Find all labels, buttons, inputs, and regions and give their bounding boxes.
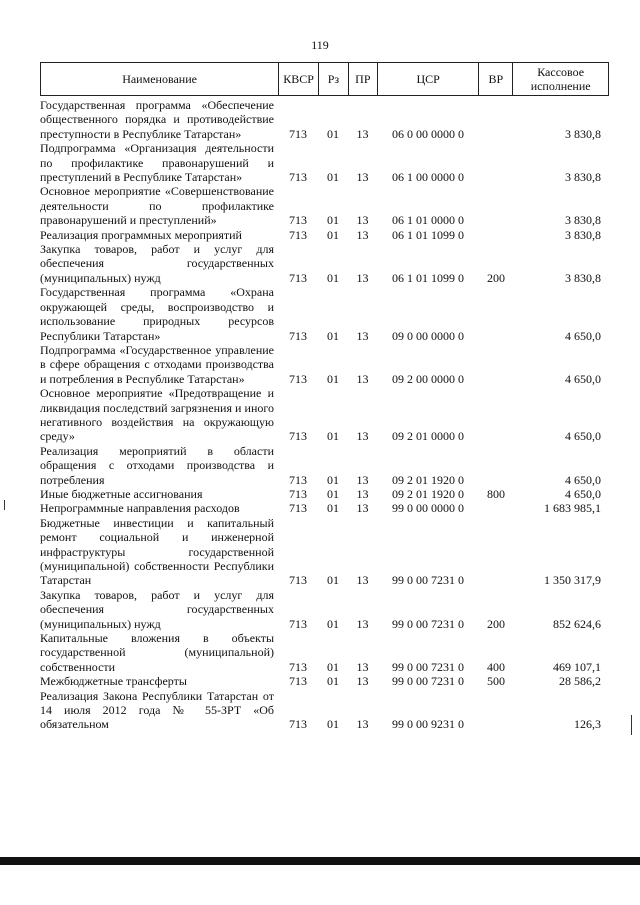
- table-row: [40, 444, 609, 487]
- table-row: [40, 343, 609, 386]
- row-kvsr: 713: [289, 501, 307, 516]
- row-kvsr: 713: [289, 227, 307, 242]
- header-kvsr: КВСР: [278, 63, 318, 95]
- row-rz: 01: [327, 227, 339, 242]
- row-csr: 06 0 00 0000 0: [392, 126, 464, 141]
- row-pr: 13: [356, 659, 369, 674]
- row-vr: [479, 141, 513, 184]
- row-kvsr: 713: [289, 717, 307, 732]
- row-rz: 01: [327, 170, 339, 185]
- row-kvsr: 713: [289, 472, 307, 487]
- row-sum: 4 650,0: [565, 328, 601, 343]
- row-kvsr: 713: [289, 616, 307, 631]
- row-name: Реализация программных мероприятий: [40, 227, 242, 242]
- row-name: Основное мероприятие «Предотвращение и ликвидация последствий загрязнения и иного негативного воздействия на окружающую среду»: [40, 386, 274, 444]
- row-sum: 126,3: [574, 717, 601, 732]
- row-vr: [479, 228, 513, 242]
- row-name: Подпрограмма «Государственное управление в сфере обращения с отходами производства и потребления в Республике Татарстан»: [40, 342, 274, 386]
- row-name: Бюджетные инвестиции и капитальный ремонт социальной и инженерной инфраструктуры государственной (муниципальной) собственности Республики Татарстан: [40, 515, 274, 588]
- row-kvsr: 713: [289, 213, 307, 228]
- table-row: [40, 588, 609, 631]
- table-row: [40, 501, 609, 515]
- row-kvsr: 713: [289, 659, 307, 674]
- row-csr: 99 0 00 0000 0: [392, 501, 464, 516]
- table-row: [40, 242, 609, 285]
- row-sum: 3 830,8: [565, 170, 601, 185]
- row-vr: [479, 516, 513, 588]
- table-header: [40, 62, 609, 96]
- row-rz: 01: [327, 213, 339, 228]
- row-kvsr: 713: [289, 170, 307, 185]
- row-pr: 13: [356, 573, 369, 588]
- row-vr: 200: [487, 270, 505, 285]
- row-pr: 13: [356, 472, 369, 487]
- row-pr: 13: [356, 270, 369, 285]
- table-row: [40, 386, 609, 444]
- row-pr: 13: [356, 126, 369, 141]
- row-rz: 01: [327, 328, 339, 343]
- row-pr: 13: [356, 486, 369, 501]
- header-csr: ЦСР: [377, 63, 479, 95]
- row-sum: 3 830,8: [565, 227, 601, 242]
- table-row: [40, 674, 609, 688]
- row-sum: 4 650,0: [565, 429, 601, 444]
- header-vr: ВР: [478, 63, 512, 95]
- header-sum: Кассовое исполнение: [512, 63, 608, 95]
- row-kvsr: 713: [289, 674, 307, 689]
- row-pr: 13: [356, 429, 369, 444]
- row-kvsr: 713: [289, 371, 307, 386]
- margin-mark: [4, 500, 5, 510]
- row-vr: [479, 501, 513, 515]
- row-rz: 01: [327, 126, 339, 141]
- row-csr: 99 0 00 7231 0: [392, 674, 464, 689]
- row-csr: 09 2 01 0000 0: [392, 429, 464, 444]
- row-kvsr: 713: [289, 328, 307, 343]
- row-csr: 09 0 00 0000 0: [392, 328, 464, 343]
- table-row: [40, 487, 609, 501]
- row-csr: 06 1 00 0000 0: [392, 170, 464, 185]
- table-row: [40, 631, 609, 674]
- row-name: Межбюджетные трансферты: [40, 674, 187, 689]
- row-pr: 13: [356, 371, 369, 386]
- row-sum: 4 650,0: [565, 486, 601, 501]
- row-sum: 1 350 317,9: [544, 573, 601, 588]
- row-vr: [479, 689, 513, 732]
- row-vr: [479, 184, 513, 227]
- row-csr: 99 0 00 7231 0: [392, 573, 464, 588]
- table-row: [40, 141, 609, 184]
- margin-mark: [631, 715, 632, 735]
- row-name: Основное мероприятие «Совершенствование деятельности по профилактике правонарушений и преступлений»: [40, 184, 274, 228]
- row-name: Закупка товаров, работ и услуг для обеспечения государственных (муниципальных) нужд: [40, 587, 274, 631]
- table-row: [40, 285, 609, 343]
- row-name: Государственная программа «Обеспечение общественного порядка и противодействие преступности в Республике Татарстан»: [40, 98, 274, 141]
- header-name: Наименование: [122, 72, 197, 86]
- row-csr: 99 0 00 9231 0: [392, 717, 464, 732]
- row-kvsr: 713: [289, 429, 307, 444]
- row-name: Реализация Закона Республики Татарстан от 14 июля 2012 года № 55-ЗРТ «Об обязательном: [40, 688, 274, 732]
- row-vr: [479, 98, 513, 141]
- row-pr: 13: [356, 227, 369, 242]
- row-pr: 13: [356, 616, 369, 631]
- row-pr: 13: [356, 170, 369, 185]
- row-sum: 852 624,6: [553, 616, 601, 631]
- row-kvsr: 713: [289, 486, 307, 501]
- row-name: Капитальные вложения в объекты государственной (муниципальной) собственности: [40, 631, 274, 674]
- row-rz: 01: [327, 573, 339, 588]
- row-pr: 13: [356, 213, 369, 228]
- row-pr: 13: [356, 501, 369, 516]
- row-rz: 01: [327, 674, 339, 689]
- row-sum: 3 830,8: [565, 270, 601, 285]
- table-body: [40, 98, 609, 732]
- row-csr: 09 2 00 0000 0: [392, 371, 464, 386]
- row-vr: 200: [487, 616, 505, 631]
- row-rz: 01: [327, 486, 339, 501]
- scan-edge: [0, 857, 640, 865]
- row-csr: 09 2 01 1920 0: [392, 486, 464, 501]
- row-csr: 06 1 01 1099 0: [392, 270, 464, 285]
- row-vr: 500: [487, 674, 505, 689]
- row-kvsr: 713: [289, 573, 307, 588]
- row-sum: 28 586,2: [559, 674, 601, 689]
- row-name: Непрограммные направления расходов: [40, 501, 240, 516]
- row-csr: 99 0 00 7231 0: [392, 616, 464, 631]
- row-rz: 01: [327, 501, 339, 516]
- row-vr: 400: [487, 659, 505, 674]
- row-vr: 800: [487, 486, 505, 501]
- row-vr: [479, 343, 513, 386]
- table-row: [40, 184, 609, 227]
- table-row: [40, 228, 609, 242]
- row-name: Иные бюджетные ассигнования: [40, 486, 203, 501]
- header-rz: Рз: [318, 63, 348, 95]
- row-name: Реализация мероприятий в области обращения с отходами производства и потребления: [40, 443, 274, 487]
- row-name: Государственная программа «Охрана окружающей среды, воспроизводство и использование природных ресурсов Республики Татарстан»: [40, 285, 274, 343]
- row-name: Подпрограмма «Организация деятельности по профилактике правонарушений и преступлений в Республике Татарстан»: [40, 141, 274, 185]
- row-rz: 01: [327, 616, 339, 631]
- row-csr: 09 2 01 1920 0: [392, 472, 464, 487]
- row-sum: 3 830,8: [565, 126, 601, 141]
- row-sum: 3 830,8: [565, 213, 601, 228]
- row-rz: 01: [327, 270, 339, 285]
- row-pr: 13: [356, 328, 369, 343]
- row-vr: [479, 285, 513, 343]
- row-rz: 01: [327, 717, 339, 732]
- row-csr: 06 1 01 0000 0: [392, 213, 464, 228]
- row-kvsr: 713: [289, 126, 307, 141]
- table-row: [40, 98, 609, 141]
- header-pr: ПР: [348, 63, 377, 95]
- row-sum: 469 107,1: [553, 659, 601, 674]
- table-row: [40, 516, 609, 588]
- row-vr: [479, 444, 513, 487]
- row-sum: 4 650,0: [565, 371, 601, 386]
- row-sum: 4 650,0: [565, 472, 601, 487]
- row-rz: 01: [327, 659, 339, 674]
- row-vr: [479, 386, 513, 444]
- row-csr: 06 1 01 1099 0: [392, 227, 464, 242]
- row-kvsr: 713: [289, 270, 307, 285]
- row-csr: 99 0 00 7231 0: [392, 659, 464, 674]
- row-rz: 01: [327, 371, 339, 386]
- page-number: 119: [311, 38, 329, 52]
- row-rz: 01: [327, 472, 339, 487]
- row-pr: 13: [356, 717, 369, 732]
- row-sum: 1 683 985,1: [544, 501, 601, 516]
- row-name: Закупка товаров, работ и услуг для обеспечения государственных (муниципальных) нужд: [40, 242, 274, 285]
- row-rz: 01: [327, 429, 339, 444]
- row-pr: 13: [356, 674, 369, 689]
- table-row: [40, 689, 609, 732]
